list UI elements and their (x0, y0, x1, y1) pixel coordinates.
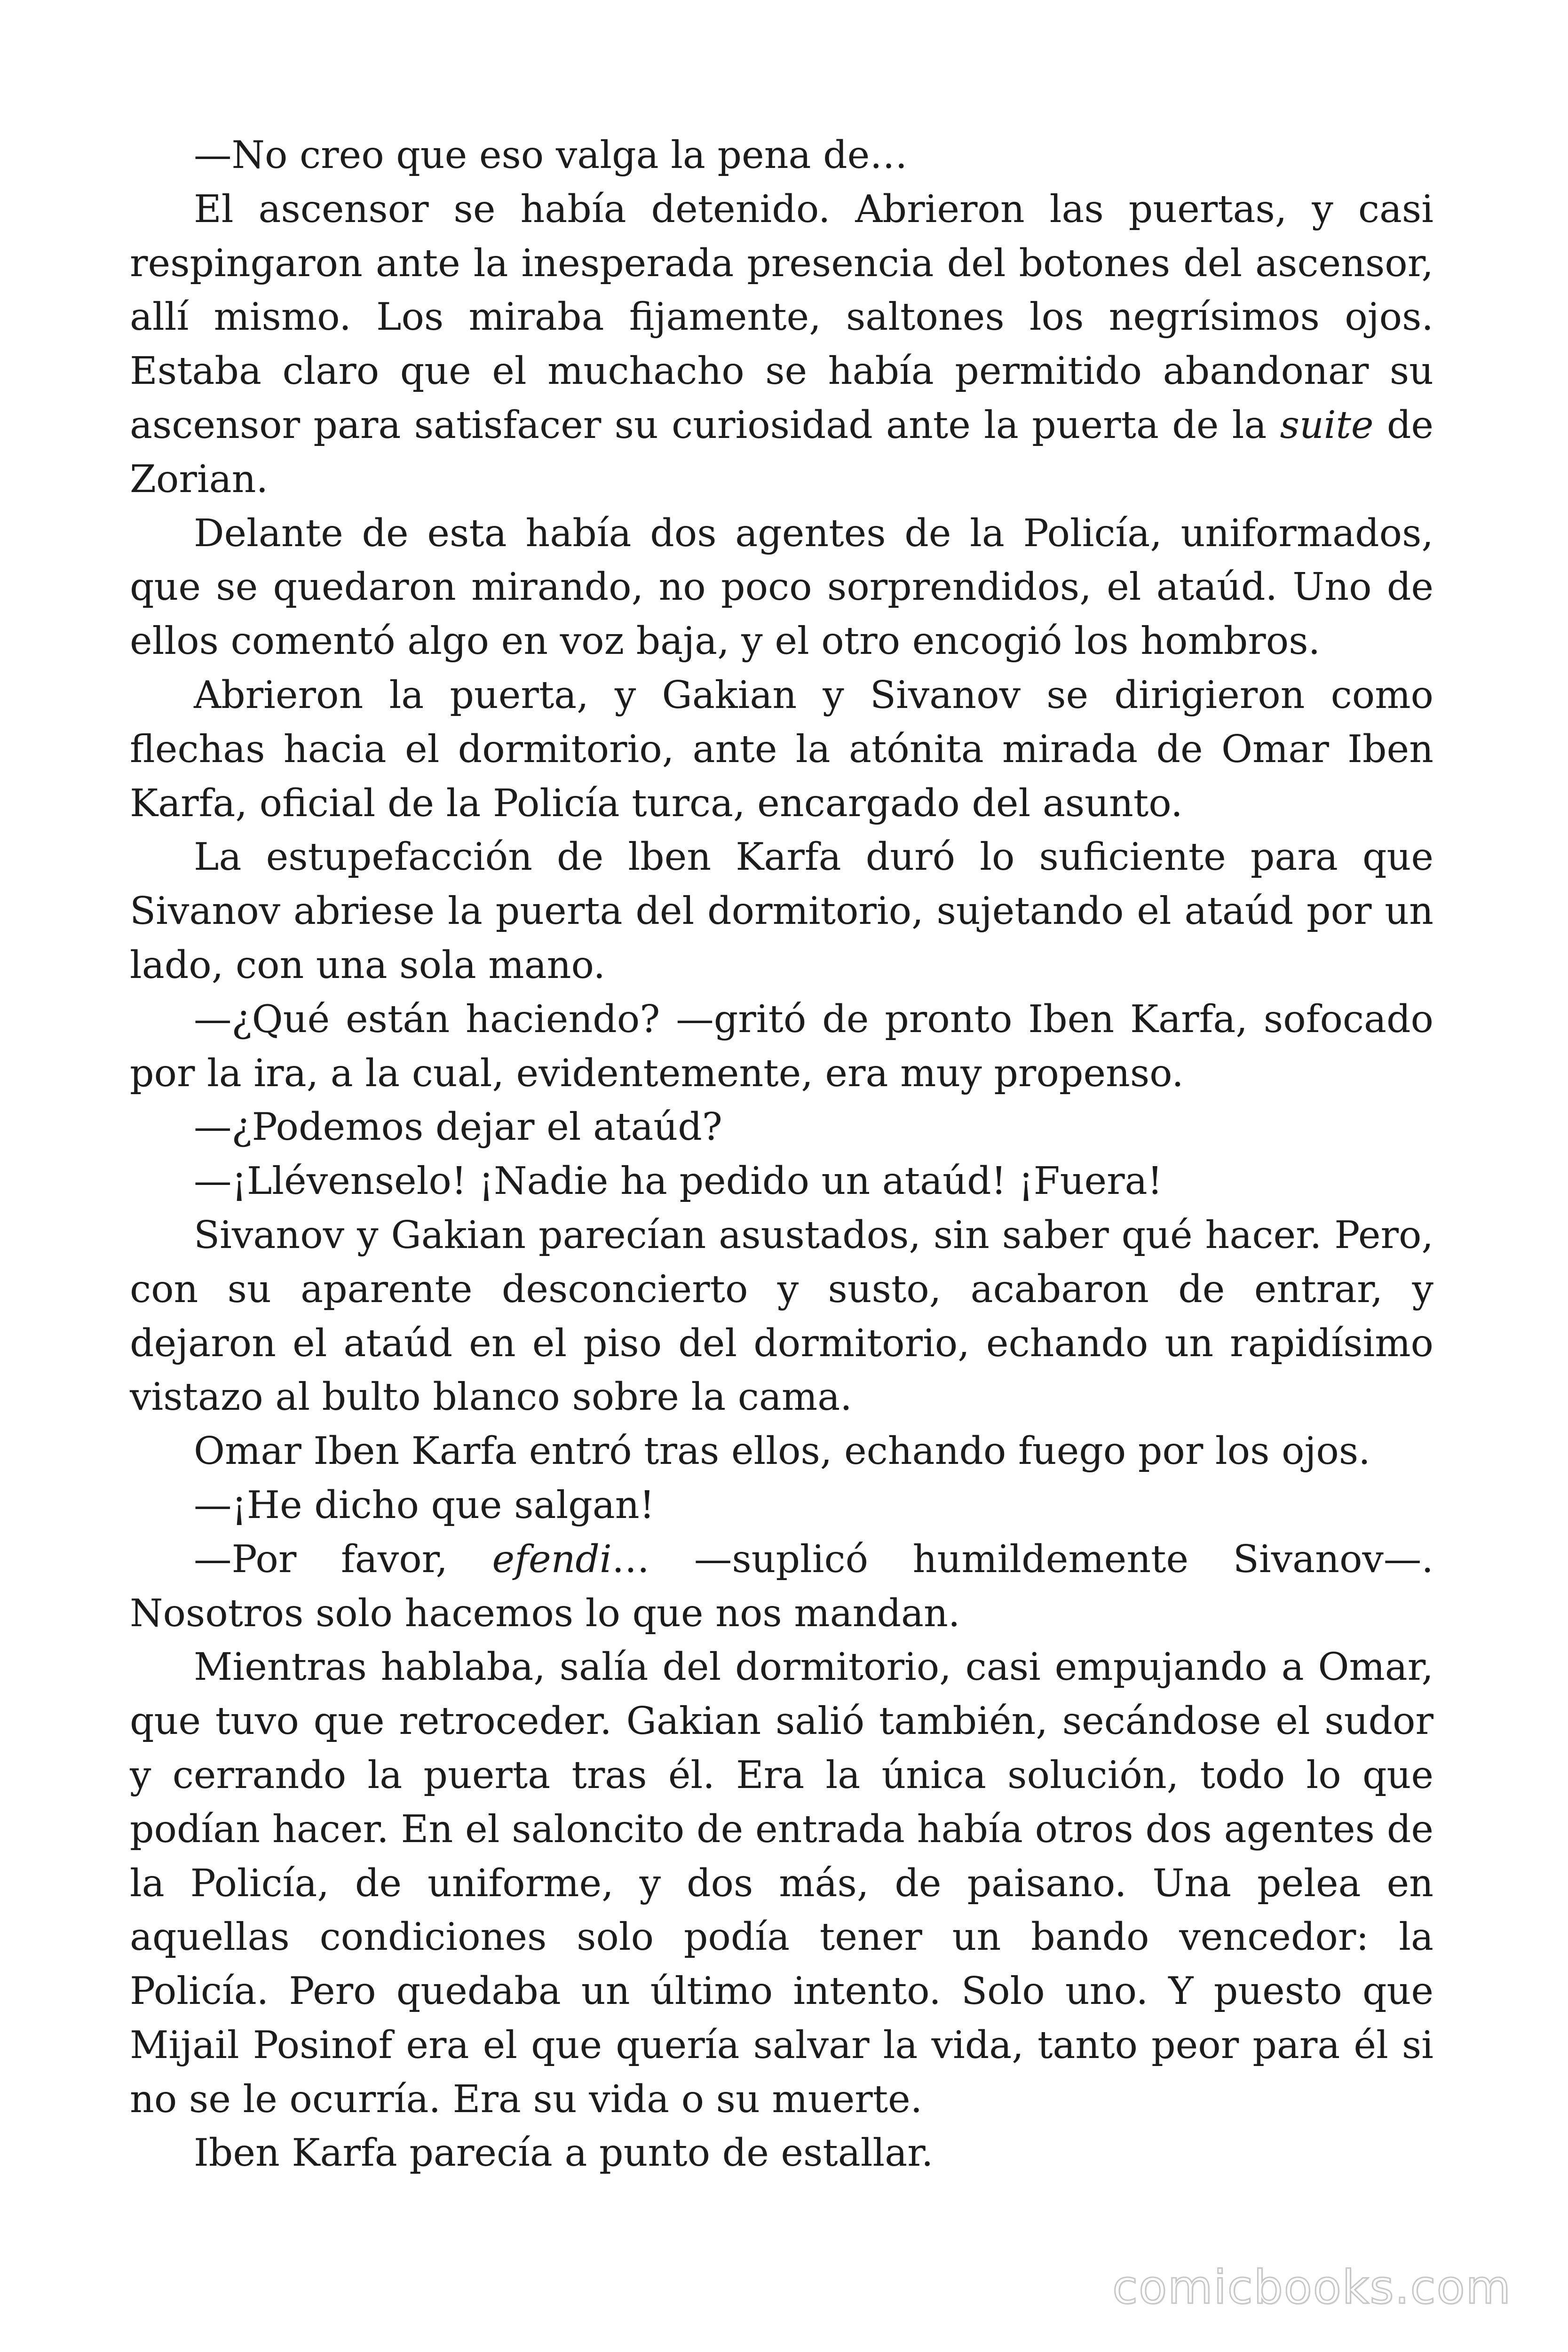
paragraph (130, 1424, 1433, 1478)
italic-text: efendi (492, 1536, 612, 1581)
paragraph (130, 1532, 1433, 1640)
paragraph (130, 1208, 1433, 1424)
text-run: —¡Llévenselo! ¡Nadie ha pedido un ataúd! ¡Fuera! (194, 1159, 1163, 1203)
paragraph (130, 668, 1433, 830)
paragraph (130, 182, 1433, 506)
paragraph (130, 506, 1433, 668)
paragraph (130, 128, 1433, 182)
paragraph (130, 992, 1433, 1100)
paragraph (130, 2126, 1433, 2180)
text-run: —¿Qué están haciendo? —gritó de pronto Iben Karfa, sofocado por la ira, a la cual, evidentemente, era muy propenso. (130, 996, 1433, 1095)
paragraph (130, 1154, 1433, 1208)
paragraph (130, 1478, 1433, 1532)
page-text (130, 128, 1433, 2180)
paragraph (130, 1100, 1433, 1154)
text-run: Abrieron la puerta, y Gakian y Sivanov se dirigieron como flechas hacia el dormitorio, ante la atónita mirada de Omar Iben Karfa, oficial de la Policía turca, encargado del asunto. (130, 672, 1433, 825)
italic-text: suite (1280, 402, 1374, 447)
text-run: de Zorian. (130, 402, 1433, 501)
text-run: Mientras hablaba, salía del dormitorio, casi empujando a Omar, que tuvo que retroceder. Gakian salió también, secándose el sudor y cerrando la puerta tras él. Era la única solución, todo lo que podían hacer. En el saloncito de entrada había otros dos agentes de la Policía, de uniforme, y dos más, de paisano. Una pelea en aquellas condiciones solo podía tener un bando vencedor: la Policía. Pero quedaba un último intento. Solo uno. Y puesto que Mijail Posinof era el que quería salvar la vida, tanto peor para él si no se le ocurría. Era su vida o su muerte. (130, 1645, 1433, 2121)
text-run: Iben Karfa parecía a punto de estallar. (194, 2130, 934, 2175)
text-run: —No creo que eso valga la pena de… (194, 133, 908, 177)
text-run: El ascensor se había detenido. Abrieron las puertas, y casi respingaron ante la inesperada presencia del botones del ascensor, allí mismo. Los miraba fijamente, saltones los negrísimos ojos. Estaba claro que el muchacho se había permitido abandonar su ascensor para satisfacer su curiosidad ante la puerta de la (130, 186, 1433, 447)
text-run: —¡He dicho que salgan! (194, 1482, 655, 1527)
text-run: Sivanov y Gakian parecían asustados, sin saber qué hacer. Pero, con su aparente desconcierto y susto, acabaron de entrar, y dejaron el ataúd en el piso del dormitorio, echando un rapidísimo vistazo al bulto blanco sobre la cama. (130, 1212, 1433, 1419)
text-run: —¿Podemos dejar el ataúd? (194, 1104, 722, 1149)
text-run: Omar Iben Karfa entró tras ellos, echando fuego por los ojos. (194, 1429, 1370, 1473)
paragraph (130, 830, 1433, 992)
paragraph (130, 1640, 1433, 2126)
text-run: Delante de esta había dos agentes de la Policía, uniformados, que se quedaron mirando, no poco sorprendidos, el ataúd. Uno de ellos comentó algo en voz baja, y el otro encogió los hombros. (130, 510, 1433, 663)
watermark: comicbooks.com (1112, 2261, 1512, 2314)
text-run: … —suplicó humildemente Sivanov—. Nosotros solo hacemos lo que nos mandan. (130, 1536, 1433, 1635)
text-run: La estupefacción de lben Karfa duró lo suficiente para que Sivanov abriese la puerta del dormitorio, sujetando el ataúd por un lado, con una sola mano. (130, 834, 1433, 987)
text-run: —Por favor, (194, 1536, 492, 1581)
